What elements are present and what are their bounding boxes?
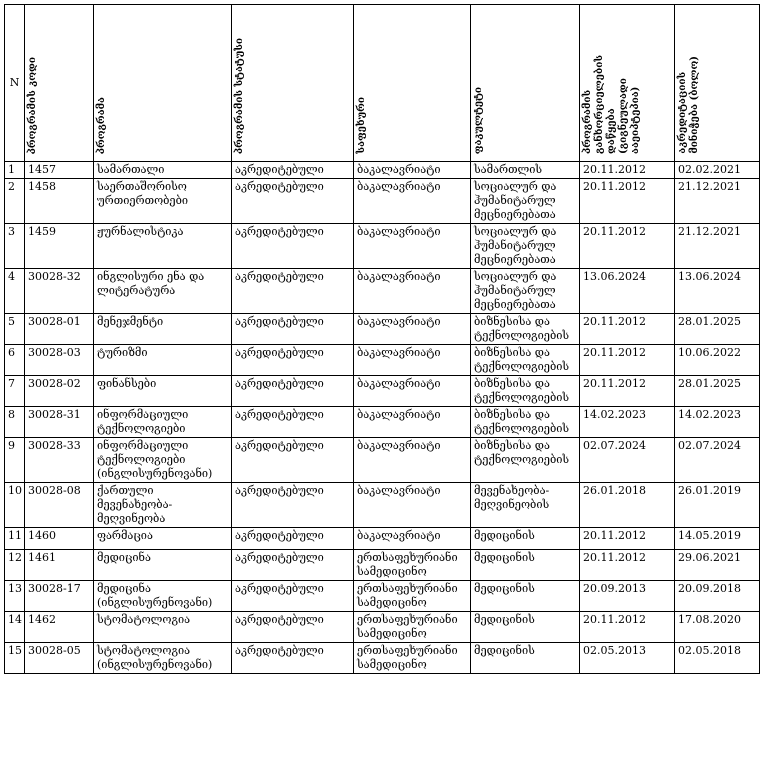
table-row xyxy=(5,483,760,528)
program-code: 30028-32 xyxy=(25,269,94,314)
program-status: აკრედიტებული xyxy=(232,269,354,314)
row-number: 1 xyxy=(5,162,25,179)
start-date: 20.11.2012 xyxy=(580,345,675,376)
program-level: ბაკალავრიატი xyxy=(354,345,471,376)
table-row xyxy=(5,345,760,376)
program-status: აკრედიტებული xyxy=(232,179,354,224)
program-code: 30028-03 xyxy=(25,345,94,376)
faculty-name: ბიზნესისა და ტექნოლოგიების xyxy=(471,438,580,483)
program-status: აკრედიტებული xyxy=(232,162,354,179)
program-name: სამართალი xyxy=(94,162,232,179)
row-number: 3 xyxy=(5,224,25,269)
table-row xyxy=(5,162,760,179)
program-name: ტურიზმი xyxy=(94,345,232,376)
header-status: პროგრამის სტატუსი xyxy=(232,5,354,162)
accreditation-date: 02.02.2021 xyxy=(675,162,760,179)
accreditation-date: 29.06.2021 xyxy=(675,550,760,581)
table-row xyxy=(5,581,760,612)
program-status: აკრედიტებული xyxy=(232,224,354,269)
program-code: 1460 xyxy=(25,528,94,550)
program-name: მედიცინა xyxy=(94,550,232,581)
program-level: ბაკალავრიატი xyxy=(354,407,471,438)
program-level: ბაკალავრიატი xyxy=(354,224,471,269)
row-number: 6 xyxy=(5,345,25,376)
faculty-name: სოციალურ და ჰუმანიტარულ მეცნიერებათა xyxy=(471,224,580,269)
accreditation-date: 14.02.2023 xyxy=(675,407,760,438)
program-level: ერთსაფეხურიანი სამედიცინო xyxy=(354,643,471,674)
program-level: ბაკალავრიატი xyxy=(354,269,471,314)
program-code: 30028-01 xyxy=(25,314,94,345)
accreditation-date: 20.09.2018 xyxy=(675,581,760,612)
program-code: 30028-02 xyxy=(25,376,94,407)
program-code: 30028-33 xyxy=(25,438,94,483)
program-status: აკრედიტებული xyxy=(232,581,354,612)
table-row xyxy=(5,179,760,224)
table-row xyxy=(5,269,760,314)
row-number: 11 xyxy=(5,528,25,550)
faculty-name: ბიზნესისა და ტექნოლოგიების xyxy=(471,314,580,345)
start-date: 20.11.2012 xyxy=(580,550,675,581)
header-faculty: ფაკულტეტი xyxy=(471,5,580,162)
start-date: 02.05.2013 xyxy=(580,643,675,674)
program-status: აკრედიტებული xyxy=(232,438,354,483)
accreditation-date: 28.01.2025 xyxy=(675,376,760,407)
program-code: 30028-05 xyxy=(25,643,94,674)
program-code: 30028-08 xyxy=(25,483,94,528)
program-name: სტომატოლოგია xyxy=(94,612,232,643)
program-level: ერთსაფეხურიანი სამედიცინო xyxy=(354,612,471,643)
program-status: აკრედიტებული xyxy=(232,376,354,407)
accreditation-date: 10.06.2022 xyxy=(675,345,760,376)
faculty-name: მედიცინის xyxy=(471,550,580,581)
program-code: 1461 xyxy=(25,550,94,581)
table-row xyxy=(5,224,760,269)
header-row xyxy=(5,5,760,162)
faculty-name: მედიცინის xyxy=(471,643,580,674)
program-name: ჟურნალისტიკა xyxy=(94,224,232,269)
accreditation-date: 28.01.2025 xyxy=(675,314,760,345)
start-date: 20.11.2012 xyxy=(580,162,675,179)
faculty-name: ბიზნესისა და ტექნოლოგიების xyxy=(471,345,580,376)
row-number: 5 xyxy=(5,314,25,345)
row-number: 2 xyxy=(5,179,25,224)
program-status: აკრედიტებული xyxy=(232,528,354,550)
header-accreditation-date: აკრედიტაციის მინიჭება (ბოლო) xyxy=(675,5,760,162)
program-status: აკრედიტებული xyxy=(232,643,354,674)
program-name: მენეჯმენტი xyxy=(94,314,232,345)
program-code: 1459 xyxy=(25,224,94,269)
program-level: ბაკალავრიატი xyxy=(354,376,471,407)
start-date: 20.11.2012 xyxy=(580,612,675,643)
table-row xyxy=(5,438,760,483)
accreditation-date: 17.08.2020 xyxy=(675,612,760,643)
faculty-name: სოციალურ და ჰუმანიტარულ მეცნიერებათა xyxy=(471,179,580,224)
table-row xyxy=(5,376,760,407)
start-date: 20.11.2012 xyxy=(580,528,675,550)
table-row xyxy=(5,550,760,581)
accreditation-date: 02.05.2018 xyxy=(675,643,760,674)
accreditation-date: 21.12.2021 xyxy=(675,179,760,224)
accreditation-date: 13.06.2024 xyxy=(675,269,760,314)
row-number: 7 xyxy=(5,376,25,407)
program-name: მედიცინა (ინგლისურენოვანი) xyxy=(94,581,232,612)
program-status: აკრედიტებული xyxy=(232,612,354,643)
start-date: 20.11.2012 xyxy=(580,224,675,269)
program-name: ფინანსები xyxy=(94,376,232,407)
row-number: 13 xyxy=(5,581,25,612)
program-name: ინგლისური ენა და ლიტერატურა xyxy=(94,269,232,314)
header-n: N xyxy=(5,5,25,162)
faculty-name: ბიზნესისა და ტექნოლოგიების xyxy=(471,376,580,407)
program-code: 1457 xyxy=(25,162,94,179)
program-status: აკრედიტებული xyxy=(232,314,354,345)
faculty-name: მევენახეობა-მეღვინეობის xyxy=(471,483,580,528)
program-level: ერთსაფეხურიანი სამედიცინო xyxy=(354,581,471,612)
program-name: საერთაშორისო ურთიერთობები xyxy=(94,179,232,224)
start-date: 02.07.2024 xyxy=(580,438,675,483)
accreditation-date: 02.07.2024 xyxy=(675,438,760,483)
programs-table xyxy=(4,4,760,674)
faculty-name: მედიცინის xyxy=(471,528,580,550)
header-start-date: პროგრამის განხორციელების დაწყება (გიგნეულადი ააეიპტეპია) xyxy=(580,5,675,162)
faculty-name: ბიზნესისა და ტექნოლოგიების xyxy=(471,407,580,438)
row-number: 9 xyxy=(5,438,25,483)
start-date: 20.11.2012 xyxy=(580,314,675,345)
start-date: 20.11.2012 xyxy=(580,179,675,224)
start-date: 20.09.2013 xyxy=(580,581,675,612)
program-status: აკრედიტებული xyxy=(232,550,354,581)
header-code: პროგრამის კოდი xyxy=(25,5,94,162)
start-date: 26.01.2018 xyxy=(580,483,675,528)
table-row xyxy=(5,407,760,438)
program-level: ბაკალავრიატი xyxy=(354,528,471,550)
program-code: 1458 xyxy=(25,179,94,224)
program-level: ბაკალავრიატი xyxy=(354,438,471,483)
row-number: 8 xyxy=(5,407,25,438)
accreditation-date: 26.01.2019 xyxy=(675,483,760,528)
start-date: 14.02.2023 xyxy=(580,407,675,438)
program-code: 30028-31 xyxy=(25,407,94,438)
program-name: სტომატოლოგია (ინგლისურენოვანი) xyxy=(94,643,232,674)
table-row xyxy=(5,528,760,550)
row-number: 15 xyxy=(5,643,25,674)
program-status: აკრედიტებული xyxy=(232,483,354,528)
accreditation-date: 21.12.2021 xyxy=(675,224,760,269)
program-name: ინფორმაციული ტექნოლოგიები (ინგლისურენოვანი) xyxy=(94,438,232,483)
faculty-name: სამართლის xyxy=(471,162,580,179)
program-level: ბაკალავრიატი xyxy=(354,483,471,528)
program-level: ერთსაფეხურიანი სამედიცინო xyxy=(354,550,471,581)
table-row xyxy=(5,314,760,345)
program-name: ქართული მევენახეობა-მეღვინეობა xyxy=(94,483,232,528)
program-name: ინფორმაციული ტექნოლოგიები xyxy=(94,407,232,438)
program-status: აკრედიტებული xyxy=(232,345,354,376)
program-status: აკრედიტებული xyxy=(232,407,354,438)
row-number: 10 xyxy=(5,483,25,528)
faculty-name: სოციალურ და ჰუმანიტარულ მეცნიერებათა xyxy=(471,269,580,314)
row-number: 12 xyxy=(5,550,25,581)
start-date: 20.11.2012 xyxy=(580,376,675,407)
accreditation-date: 14.05.2019 xyxy=(675,528,760,550)
program-code: 1462 xyxy=(25,612,94,643)
header-level: საფეხური xyxy=(354,5,471,162)
start-date: 13.06.2024 xyxy=(580,269,675,314)
program-level: ბაკალავრიატი xyxy=(354,162,471,179)
faculty-name: მედიცინის xyxy=(471,612,580,643)
program-level: ბაკალავრიატი xyxy=(354,179,471,224)
row-number: 4 xyxy=(5,269,25,314)
faculty-name: მედიცინის xyxy=(471,581,580,612)
program-code: 30028-17 xyxy=(25,581,94,612)
table-row xyxy=(5,612,760,643)
table-row xyxy=(5,643,760,674)
program-level: ბაკალავრიატი xyxy=(354,314,471,345)
program-name: ფარმაცია xyxy=(94,528,232,550)
row-number: 14 xyxy=(5,612,25,643)
header-program: პროგრამა xyxy=(94,5,232,162)
